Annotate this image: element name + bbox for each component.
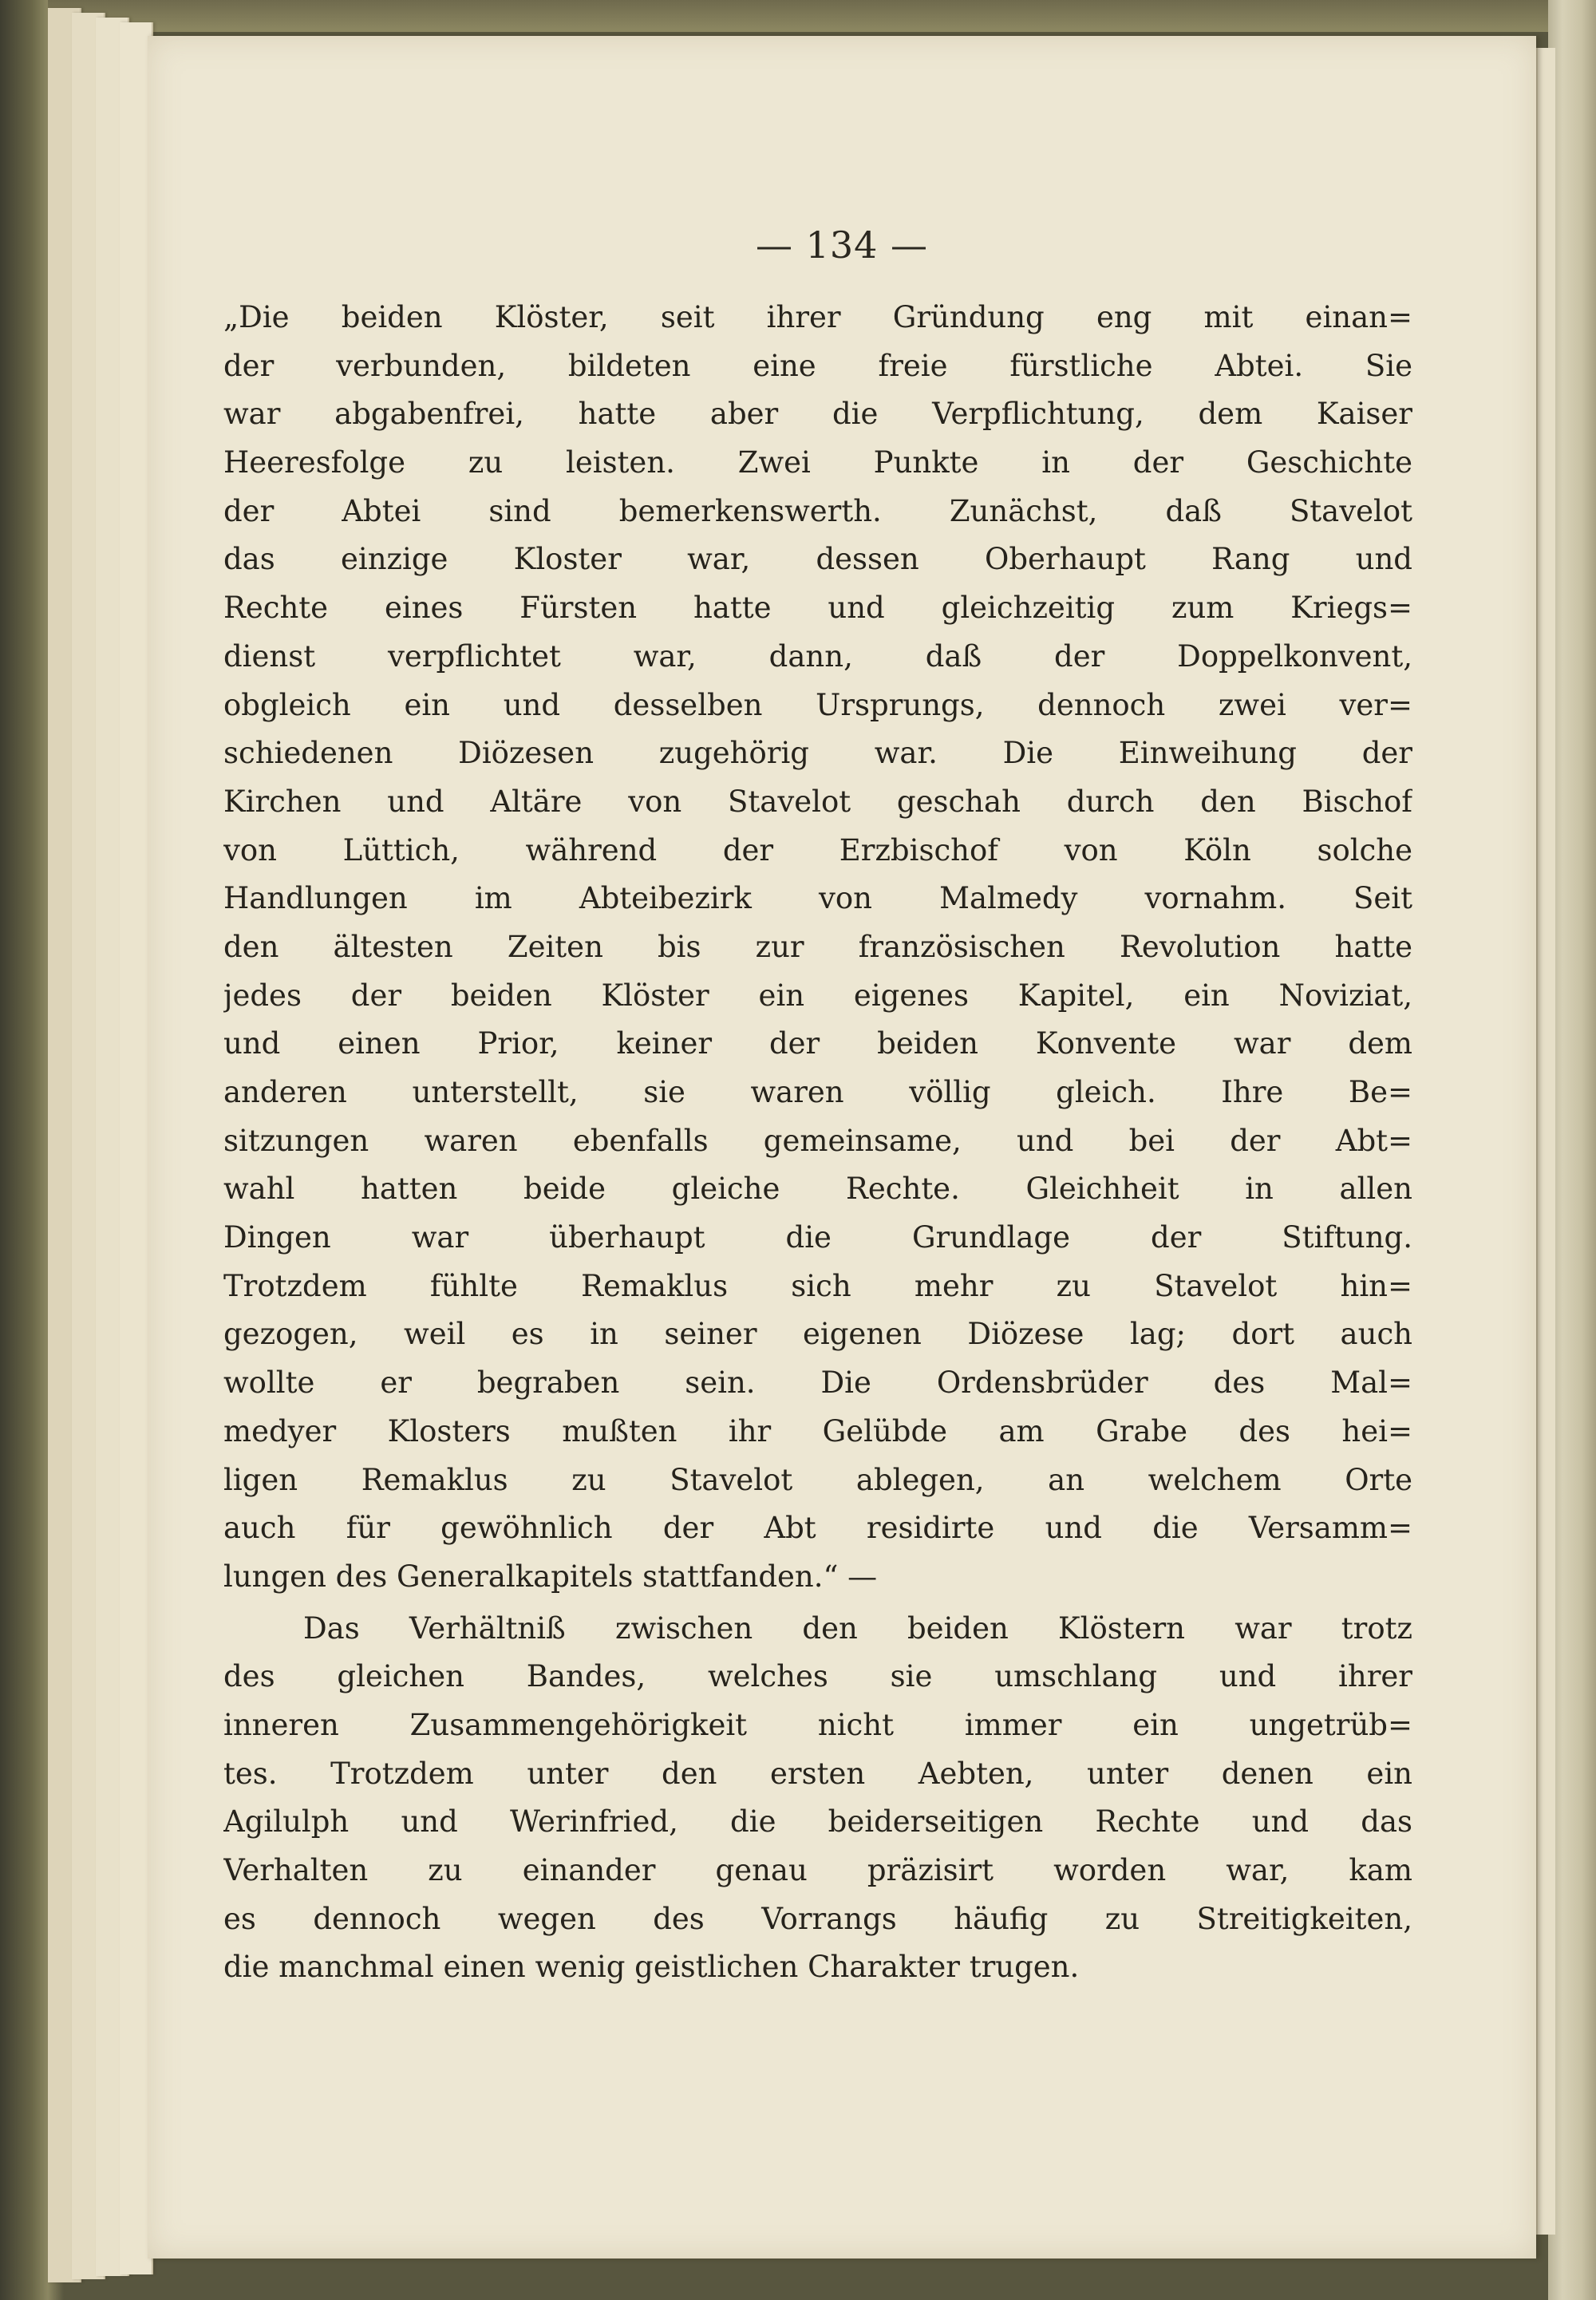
text-line: medyer Klosters mußten ihr Gelübde am Grabe des hei= xyxy=(223,1413,1412,1448)
text-line: auch für gewöhnlich der Abt residirte und die Versamm= xyxy=(223,1511,1412,1546)
book-cover-top-edge xyxy=(48,0,1596,32)
text-line: Kirchen und Altäre von Stavelot geschah durch den Bischof xyxy=(223,784,1412,819)
book-cover-right-edge xyxy=(1548,0,1596,2300)
paragraph xyxy=(223,294,1412,1602)
text-line: Heeresfolge zu leisten. Zwei Punkte in der Geschichte xyxy=(223,445,1412,480)
next-page-edge xyxy=(1536,48,1555,2235)
text-line: schiedenen Diözesen zugehörig war. Die Einweihung der xyxy=(223,736,1412,771)
text-line: den ältesten Zeiten bis zur französischen Revolution hatte xyxy=(223,929,1412,964)
text-line: ligen Remaklus zu Stavelot ablegen, an welchem Orte xyxy=(223,1462,1412,1497)
paragraph xyxy=(223,1605,1412,1993)
text-line: inneren Zusammengehörigkeit nicht immer ein ungetrüb= xyxy=(223,1707,1412,1742)
text-line: war abgabenfrei, hatte aber die Verpflichtung, dem Kaiser xyxy=(223,397,1412,432)
text-line: wahl hatten beide gleiche Rechte. Gleichheit in allen xyxy=(223,1172,1412,1207)
text-line: Handlungen im Abteibezirk von Malmedy vornahm. Seit xyxy=(223,881,1412,916)
text-line: von Lüttich, während der Erzbischof von Köln solche xyxy=(223,832,1412,867)
text-line: die manchmal einen wenig geistlichen Charakter trugen. xyxy=(223,1950,1080,1985)
text-line: dienst verpflichtet war, dann, daß der Doppelkonvent, xyxy=(223,638,1412,674)
text-line: Agilulph und Werinfried, die beiderseitigen Rechte und das xyxy=(223,1804,1412,1840)
page-number: — 134 — xyxy=(755,223,929,267)
text-line: Verhalten zu einander genau präzisirt worden war, kam xyxy=(223,1853,1412,1887)
text-line: tes. Trotzdem unter den ersten Aebten, unter denen ein xyxy=(223,1756,1412,1791)
text-line: Dingen war überhaupt die Grundlage der Stiftung. xyxy=(223,1220,1412,1255)
text-line: des gleichen Bandes, welches sie umschlang und ihrer xyxy=(223,1659,1412,1694)
text-line: es dennoch wegen des Vorrangs häufig zu Streitigkeiten, xyxy=(223,1901,1412,1936)
text-line: der verbunden, bildeten eine freie fürstliche Abtei. Sie xyxy=(223,348,1412,383)
text-line: lungen des Generalkapitels stattfanden.“ — xyxy=(223,1559,878,1594)
text-line: „Die beiden Klöster, seit ihrer Gründung eng mit einan= xyxy=(223,300,1412,334)
text-line: anderen unterstellt, sie waren völlig gleich. Ihre Be= xyxy=(223,1075,1412,1109)
text-line: wollte er begraben sein. Die Ordensbrüder des Mal= xyxy=(223,1365,1412,1401)
text-line: Trotzdem fühlte Remaklus sich mehr zu Stavelot hin= xyxy=(223,1268,1412,1303)
text-line: das einzige Kloster war, dessen Oberhaupt Rang und xyxy=(223,542,1412,577)
text-line: Das Verhältniß zwischen den beiden Klöstern war trotz xyxy=(303,1610,1412,1646)
text-line: der Abtei sind bemerkenswerth. Zunächst, daß Stavelot xyxy=(223,493,1412,528)
text-line: Rechte eines Fürsten hatte und gleichzeitig zum Kriegs= xyxy=(223,591,1412,626)
text-line: obgleich ein und desselben Ursprungs, dennoch zwei ver= xyxy=(223,687,1412,722)
page-body-text xyxy=(223,294,1412,1992)
text-line: jedes der beiden Klöster ein eigenes Kapitel, ein Noviziat, xyxy=(223,978,1412,1013)
text-line: gezogen, weil es in seiner eigenen Diözese lag; dort auch xyxy=(223,1317,1412,1352)
text-line: sitzungen waren ebenfalls gemeinsame, und bei der Abt= xyxy=(223,1123,1412,1158)
text-line: und einen Prior, keiner der beiden Konvente war dem xyxy=(223,1026,1412,1061)
